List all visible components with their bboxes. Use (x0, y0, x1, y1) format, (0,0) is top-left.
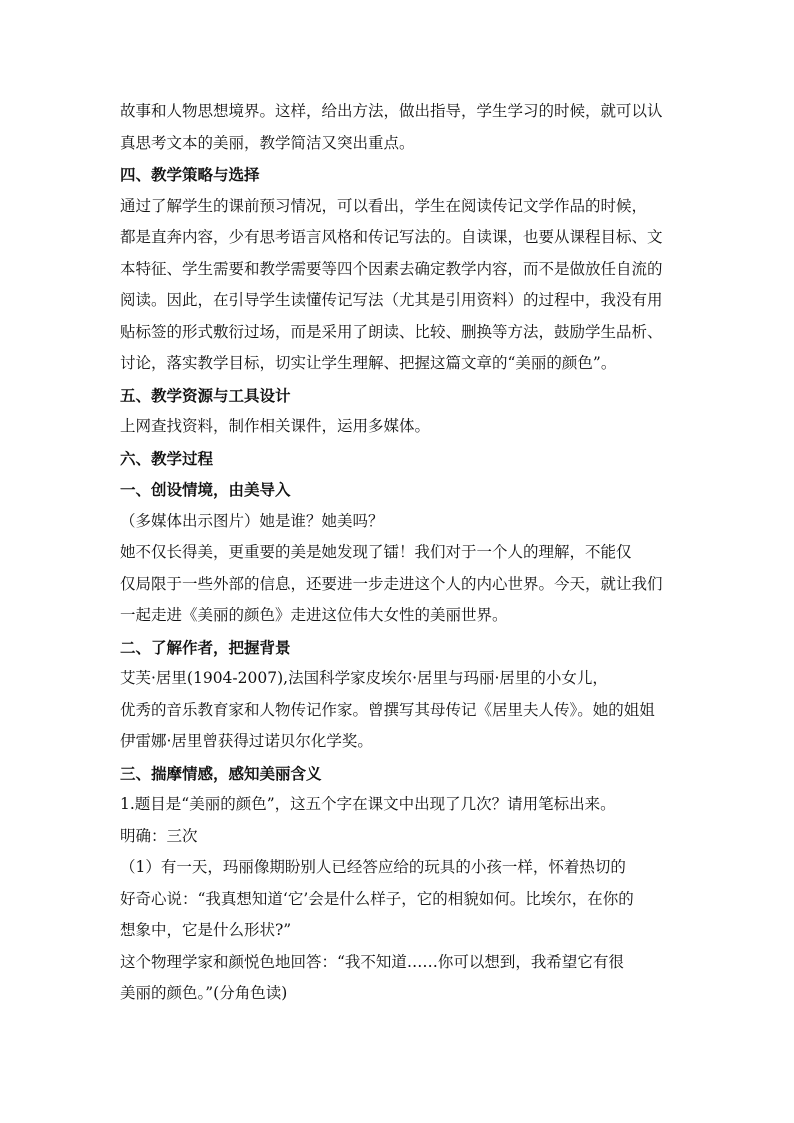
body-text-line: 故事和人物思想境界。这样，给出方法，做出指导，学生学习的时候，就可以认 (120, 102, 663, 120)
body-text-line: （1）有一天，玛丽像期盼别人已经答应给的玩具的小孩一样，怀着热切的 (120, 858, 626, 876)
body-text-line: 真思考文本的美丽，教学简洁又突出重点。 (120, 133, 415, 152)
body-text-line: （多媒体出示图片）她是谁？她美吗？ (120, 511, 384, 530)
body-text-line: 都是直奔内容，少有思考语言风格和传记写法的。自读课，也要从课程目标、文 (120, 228, 663, 246)
body-text-line: 美丽的颜色。”(分角色读) (120, 984, 288, 1002)
section-heading-resources: 五、教学资源与工具设计 (120, 385, 291, 405)
section-heading-process: 六、教学过程 (120, 448, 214, 468)
body-text-line: 好奇心说：“我真想知道‘它’会是什么样子，它的相貌如何。比埃尔，在你的 (120, 889, 634, 908)
body-text-line: 明确：三次 (120, 826, 198, 845)
body-text-line: 她不仅长得美，更重要的美是她发现了镭！我们对于一个人的理解，不能仅 (120, 543, 632, 561)
body-text-line: 伊雷娜·居里曾获得过诺贝尔化学奖。 (120, 732, 373, 750)
body-text-line: 本特征、学生需要和教学需要等四个因素去确定教学内容，而不是做放任自流的 (120, 259, 663, 278)
subsection-heading-author: 二、了解作者，把握背景 (120, 637, 291, 657)
body-text-line: 讨论，落实教学目标，切实让学生理解、把握这篇文章的“美丽的颜色”。 (120, 354, 617, 372)
body-text-line: 上网查找资料，制作相关课件，运用多媒体。 (120, 417, 431, 435)
body-text-line: 这个物理学家和颜悦色地回答：“我不知道……你可以想到，我希望它有很 (120, 952, 624, 971)
body-text-line: 优秀的音乐教育家和人物传记作家。曾撰写其母传记《居里夫人传》。她的姐姐 (120, 700, 655, 719)
section-heading-strategy: 四、教学策略与选择 (120, 165, 260, 184)
document-body (120, 96, 674, 1010)
body-text-line: 通过了解学生的课前预习情况，可以看出，学生在阅读传记文学作品的时候， (120, 196, 648, 215)
body-text-line: 阅读。因此，在引导学生读懂传记写法（尤其是引用资料）的过程中，我没有用 (120, 291, 663, 309)
subsection-heading-intro: 一、创设情境，由美导入 (120, 480, 291, 499)
subsection-heading-emotion: 三、揣摩情感，感知美丽含义 (120, 763, 322, 783)
body-text-line: 1.题目是“美丽的颜色”，这五个字在课文中出现了几次？请用笔标出来。 (120, 795, 616, 813)
body-text-line: 想象中，它是什么形状?” (120, 921, 292, 939)
body-text-line: 一起走进《美丽的颜色》走进这位伟大女性的美丽世界。 (120, 606, 508, 624)
body-text-line: 艾芙·居里(1904-2007),法国科学家皮埃尔·居里与玛丽·居里的小女儿， (120, 669, 608, 687)
body-text-line: 仅局限于一些外部的信息，还要进一步走进这个人的内心世界。今天，就让我们 (120, 574, 663, 593)
body-text-line: 贴标签的形式敷衍过场，而是采用了朗读、比较、删换等方法，鼓励学生品析、 (120, 322, 663, 341)
